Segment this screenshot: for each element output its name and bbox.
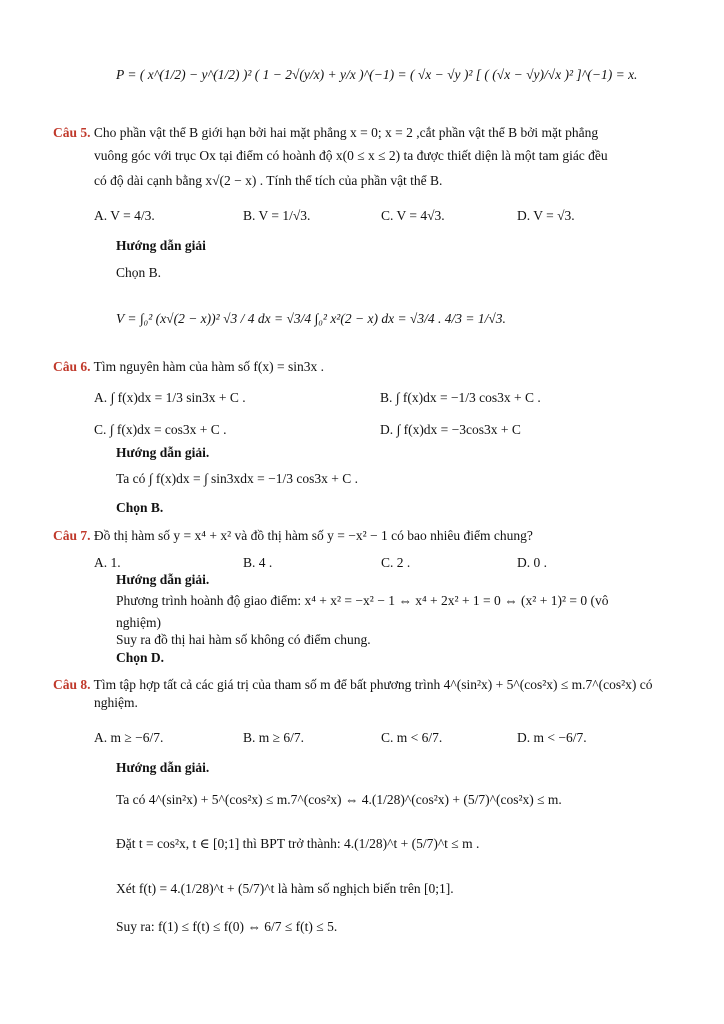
question-8-line1: [53, 676, 653, 694]
question-7-text: Đồ thị hàm số y = x⁴ + x² và đồ thị hàm số y = −x² − 1 có bao nhiêu điểm chung?: [93, 528, 533, 543]
q5-solution: V = ∫₀² (x√(2 − x))² √3 / 4 dx = √3/4 ∫₀² x²(2 − x) dx = √3/4 . 4/3 = 1/√3.: [116, 311, 506, 326]
q7-solution-2: nghiệm): [116, 615, 161, 630]
q7-option-c: C. 2 .: [381, 555, 411, 570]
q8-guide-heading: Hướng dẫn giải.: [116, 760, 210, 775]
q7-option-d: D. 0 .: [517, 555, 547, 570]
question-6-text: Tìm nguyên hàm của hàm số f(x) = sin3x .: [93, 359, 324, 374]
formula-top: P = ( x^(1/2) − y^(1/2) )² ( 1 − 2√(y/x) + y/x )^(−1) = ( √x − √y )² [ ( (√x − √y)/√x )² ]^(−1) = x.: [116, 67, 638, 82]
q7-choose: Chọn D.: [116, 650, 165, 665]
q8-solution-3: Xét f(t) = 4.(1/28)^t + (5/7)^t là hàm số nghịch biến trên [0;1].: [116, 881, 454, 896]
q8-solution-1: Ta có 4^(sin²x) + 5^(cos²x) ≤ m.7^(cos²x) ⇔ 4.(1/28)^(cos²x) + (5/7)^(cos²x) ≤ m.: [116, 792, 562, 807]
q6-option-a: A. ∫ f(x)dx = 1/3 sin3x + C .: [94, 390, 246, 405]
q7-option-a: A. 1.: [94, 555, 121, 570]
question-5-text2: vuông góc với trục Ox tại điểm có hoành độ x(0 ≤ x ≤ 2) ta được thiết diện là một tam giác đều: [94, 148, 608, 163]
q5-option-a: A. V = 4/3.: [94, 208, 155, 223]
question-5-text3: có độ dài cạnh bằng x√(2 − x) . Tính thể tích của phần vật thể B.: [94, 173, 443, 188]
q8-option-c: C. m < 6/7.: [381, 730, 443, 745]
q5-option-c: C. V = 4√3.: [381, 208, 445, 223]
q5-guide-heading: Hướng dẫn giải: [116, 238, 206, 253]
question-7-line: [53, 527, 533, 545]
q5-choose: Chọn B.: [116, 265, 162, 280]
q8-solution-2: Đặt t = cos²x, t ∈ [0;1] thì BPT trở thành: 4.(1/28)^t + (5/7)^t ≤ m .: [116, 836, 480, 851]
q6-solution: Ta có ∫ f(x)dx = ∫ sin3xdx = −1/3 cos3x + C .: [116, 471, 359, 486]
question-8-text1: Tìm tập hợp tất cả các giá trị của tham số m để bất phương trình 4^(sin²x) + 5^(cos²x) ≤ m.7^(cos²x) có: [93, 677, 653, 692]
q7-solution-1: Phương trình hoành độ giao điểm: x⁴ + x² = −x² − 1 ⇔ x⁴ + 2x² + 1 = 0 ⇔ (x² + 1)² = 0 (vô: [116, 593, 609, 608]
question-6-label: Câu 6.: [53, 359, 91, 374]
question-5-label: Câu 5.: [53, 125, 91, 140]
q8-option-b: B. m ≥ 6/7.: [243, 730, 305, 745]
q5-option-b: B. V = 1/√3.: [243, 208, 311, 223]
question-5-text1: Cho phần vật thể B giới hạn bởi hai mặt phẳng x = 0; x = 2 ,cắt phần vật thể B bởi mặt phẳng: [93, 125, 599, 140]
q6-option-b: B. ∫ f(x)dx = −1/3 cos3x + C .: [380, 390, 541, 405]
q6-guide-heading: Hướng dẫn giải.: [116, 445, 210, 460]
q5-option-d: D. V = √3.: [517, 208, 575, 223]
q7-solution-3: Suy ra đồ thị hai hàm số không có điểm chung.: [116, 632, 371, 647]
question-8-label: Câu 8.: [53, 677, 91, 692]
q8-option-d: D. m < −6/7.: [517, 730, 587, 745]
q7-guide-heading: Hướng dẫn giải.: [116, 572, 210, 587]
q8-option-a: A. m ≥ −6/7.: [94, 730, 164, 745]
q6-option-c: C. ∫ f(x)dx = cos3x + C .: [94, 422, 227, 437]
question-5-line1: [53, 124, 598, 142]
question-6-line: [53, 358, 324, 376]
q8-solution-4: Suy ra: f(1) ≤ f(t) ≤ f(0) ⇔ 6/7 ≤ f(t) ≤ 5.: [116, 919, 338, 934]
question-8-text2: nghiệm.: [94, 695, 138, 710]
question-7-label: Câu 7.: [53, 528, 91, 543]
q6-option-d: D. ∫ f(x)dx = −3cos3x + C: [380, 422, 521, 437]
q6-choose: Chọn B.: [116, 500, 164, 515]
q7-option-b: B. 4 .: [243, 555, 273, 570]
